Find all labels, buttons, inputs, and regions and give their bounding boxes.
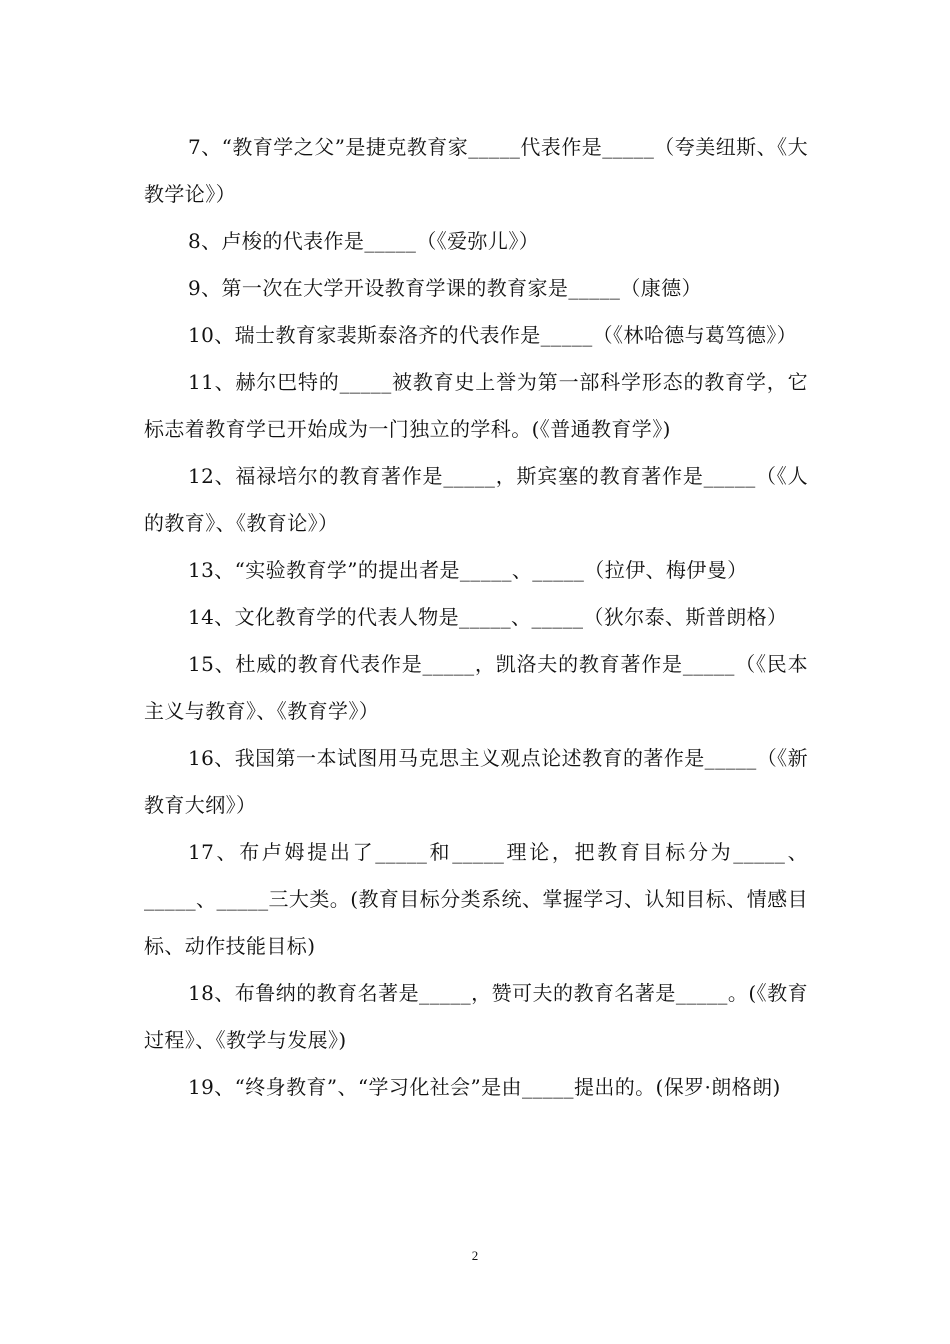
question-13: 13、“实验教育学”的提出者是_____、_____（拉伊、梅伊曼） (188, 558, 748, 582)
question-10: 10、瑞士教育家裴斯泰洛齐的代表作是_____（《林哈德与葛笃德》） (188, 323, 798, 347)
question-14: 14、文化教育学的代表人物是_____、_____（狄尔泰、斯普朗格） (188, 605, 788, 629)
question-18: 18、布鲁纳的教育名著是_____，赞可夫的教育名著是_____。(《教育过程》、《教学与发展》) (144, 981, 808, 1052)
question-9: 9、第一次在大学开设教育学课的教育家是_____（康德） (188, 276, 702, 300)
question-19: 19、“终身教育”、“学习化社会”是由_____提出的。(保罗·朗格朗) (188, 1075, 781, 1099)
question-15: 15、杜威的教育代表作是_____，凯洛夫的教育著作是_____（《民本主义与教育》、《教育学》） (144, 652, 808, 723)
question-7: 7、“教育学之父”是捷克教育家_____代表作是_____（夸美纽斯、《大教学论》） (144, 135, 808, 206)
question-16: 16、我国第一本试图用马克思主义观点论述教育的著作是_____（《新教育大纲》） (144, 746, 808, 817)
question-17: 17、布卢姆提出了_____和_____理论，把教育目标分为_____、_____、_____三大类。(教育目标分类系统、掌握学习、认知目标、情感目标、动作技能目标) (144, 840, 808, 958)
page-number: 2 (471, 1248, 479, 1263)
question-12: 12、福禄培尔的教育著作是_____，斯宾塞的教育著作是_____（《人的教育》、《教育论》） (144, 464, 808, 535)
question-8: 8、卢梭的代表作是_____（《爱弥儿》） (188, 229, 540, 253)
document-body (144, 124, 808, 1111)
question-11: 11、赫尔巴特的_____被教育史上誉为第一部科学形态的教育学，它标志着教育学已开始成为一门独立的学科。(《普通教育学》) (144, 370, 808, 441)
